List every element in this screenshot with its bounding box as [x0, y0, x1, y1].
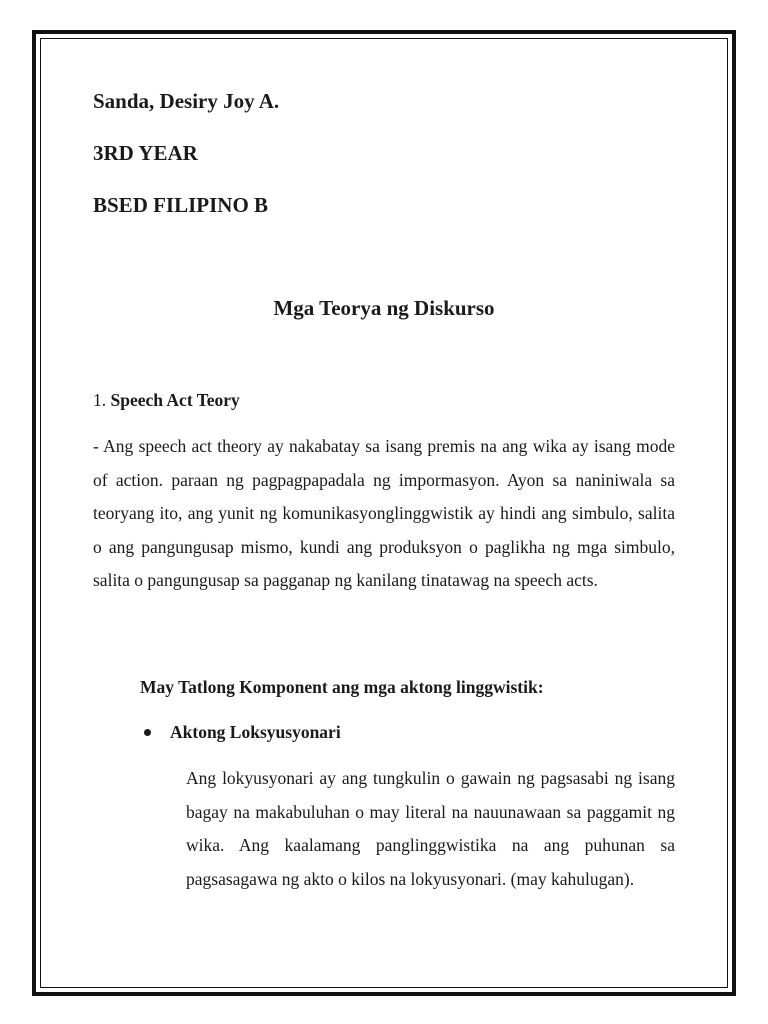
- author-course: BSED FILIPINO B: [93, 193, 269, 217]
- components-heading: May Tatlong Komponent ang mga aktong linggwistik:: [140, 677, 544, 697]
- bullet-dot-icon: [144, 729, 151, 736]
- section-paragraph: - Ang speech act theory ay nakabatay sa isang premis na ang wika ay isang mode of action. paraan ng pagpagpapadala ng impormasyon. Ayon sa naniniwala sa teoryang ito, ang yunit ng komunikasyonglinggwistik ay hindi ang simbulo, salita o ang pangungusap mismo, kundi ang produksyon o paglikha ng mga simbulo, salita o pangungusap sa pagganap ng kanilang tinatawag na speech acts.: [93, 436, 675, 590]
- bullet-item: [140, 722, 341, 743]
- bullet-paragraph: Ang lokyusyonari ay ang tungkulin o gawain ng pagsasabi ng isang bagay na makabuluhan o may literal na nauunawaan sa paggamit ng wika. Ang kaalamang panglinggwistika na ang puhunan sa pagsasagawa ng akto o kilos na lokyusyonari. (may kahulugan).: [186, 768, 675, 889]
- author-year: 3RD YEAR: [93, 141, 198, 165]
- section-heading: [93, 390, 240, 411]
- author-name: Sanda, Desiry Joy A.: [93, 89, 280, 113]
- bullet-label: Aktong Loksyusyonari: [170, 722, 341, 742]
- document-title: Mga Teorya ng Diskurso: [273, 296, 495, 320]
- section-title: Speech Act Teory: [110, 390, 240, 410]
- section-number: 1.: [93, 390, 107, 410]
